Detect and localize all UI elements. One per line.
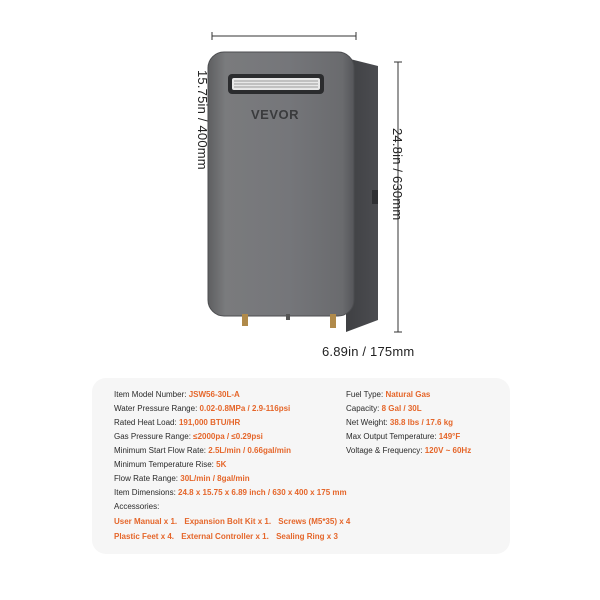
accessory-item: Screws (M5*35) x 4 — [278, 517, 351, 526]
accessory-item: Sealing Ring x 3 — [276, 532, 338, 541]
spec-fuel-type: Fuel Type: Natural Gas — [346, 390, 431, 399]
spec-card — [92, 378, 510, 554]
height-dimension-label: 24.8in / 630mm — [390, 128, 405, 221]
accessory-item: Expansion Bolt Kit x 1. — [184, 517, 272, 526]
spec-water-pressure: Water Pressure Range: 0.02-0.8MPa / 2.9-116psi — [114, 404, 291, 413]
brand-logo: VEVOR — [251, 107, 300, 122]
accessories-label: Accessories: — [114, 502, 160, 511]
spec-max-output-temp: Max Output Temperature: 149°F — [346, 432, 461, 441]
spec-min-start-flow: Minimum Start Flow Rate: 2.5L/min / 0.66gal/min — [114, 446, 291, 455]
accessories-row-2 — [114, 532, 343, 542]
spec-voltage: Voltage & Frequency: 120V ~ 60Hz — [346, 446, 472, 455]
spec-heat-load: Rated Heat Load: 191,000 BTU/HR — [114, 418, 241, 427]
spec-capacity: Capacity: 8 Gal / 30L — [346, 404, 422, 413]
spec-min-temp-rise: Minimum Temperature Rise: 5K — [114, 460, 227, 469]
spec-item-dimensions: Item Dimensions: 24.8 x 15.75 x 6.89 inch / 630 x 400 x 175 mm — [114, 488, 347, 497]
width-dimension-line — [212, 32, 356, 40]
spec-model: Item Model Number: JSW56-30L-A — [114, 390, 240, 399]
spec-gas-pressure: Gas Pressure Range: ≤2000pa / ≤0.29psi — [114, 432, 263, 441]
accessory-item: User Manual x 1. — [114, 517, 178, 526]
spec-net-weight: Net Weight: 38.8 lbs / 17.6 kg — [346, 418, 454, 427]
accessory-item: External Controller x 1. — [181, 532, 269, 541]
accessories-row-1 — [114, 517, 355, 527]
spec-flow-rate: Flow Rate Range: 30L/min / 8gal/min — [114, 474, 250, 483]
width-dimension-label: 15.75in / 400mm — [195, 70, 210, 170]
accessory-item: Plastic Feet x 4. — [114, 532, 175, 541]
depth-dimension-label: 6.89in / 175mm — [322, 344, 415, 359]
